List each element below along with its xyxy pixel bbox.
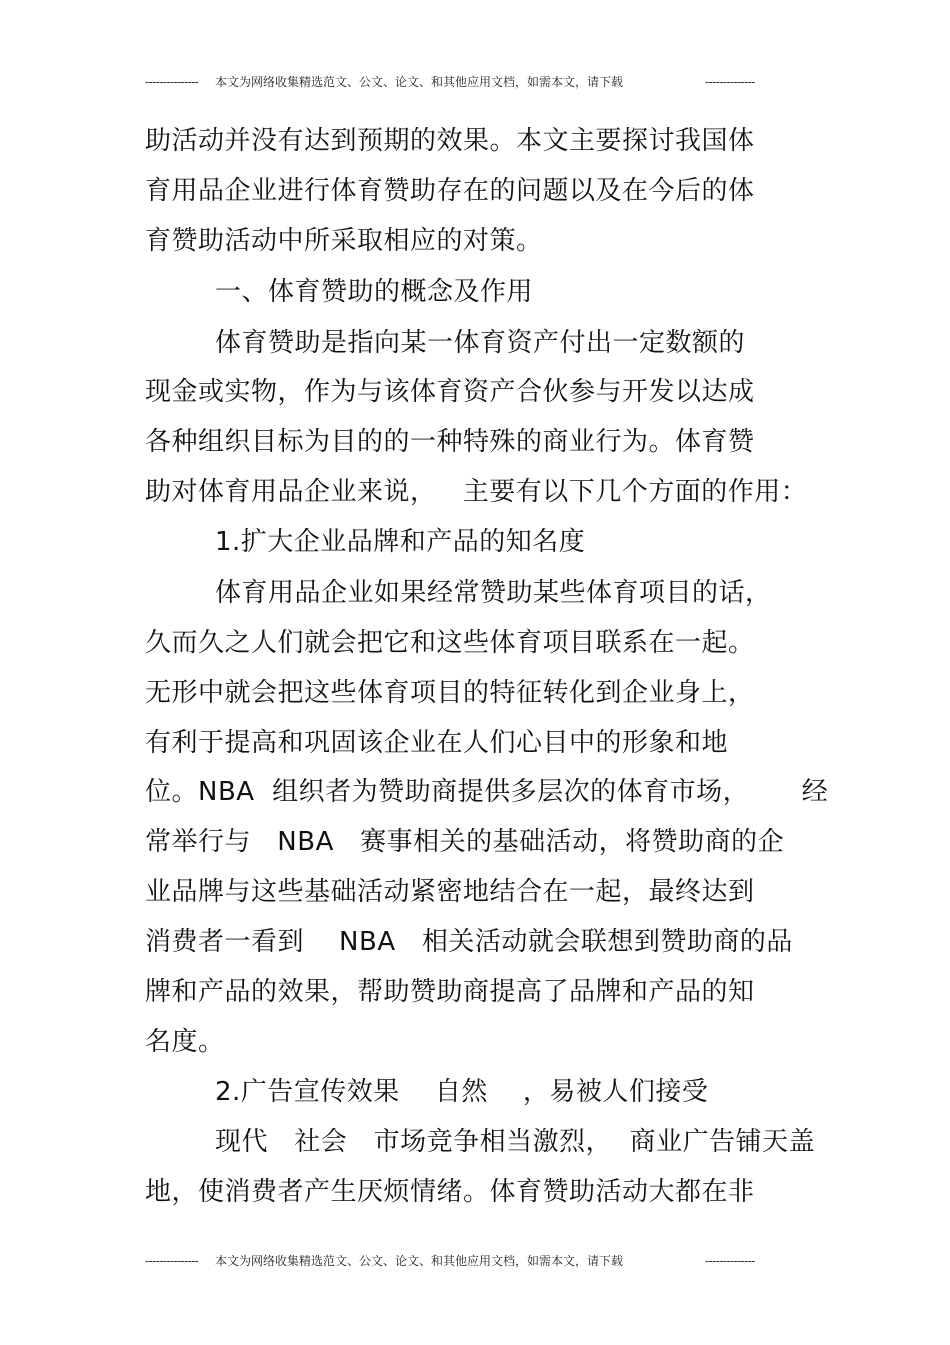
body-line-15: 常举行与 NBA 赛事相关的基础活动，将赞助商的企: [145, 827, 785, 857]
body-line-5: 体育赞助是指向某一体育资产付出一定数额的: [215, 328, 746, 358]
body-line-11: 久而久之人们就会把它和这些体育项目联系在一起。: [145, 628, 755, 658]
footer-dashes-right: --------------: [705, 1254, 755, 1268]
body-line-18: 牌和产品的效果，帮助赞助商提高了品牌和产品的知: [145, 977, 755, 1007]
header-dashes-right: --------------: [705, 75, 755, 89]
footer-text: 本文为网络收集精选范文、公文、论文、和其他应用文档，如需本文，请下载: [215, 1254, 624, 1268]
subheading-1: 1.扩大企业品牌和产品的知名度: [215, 527, 586, 557]
body-line-19: 名度。: [145, 1027, 225, 1057]
body-line-22: 地，使消费者产生厌烦情绪。体育赞助活动大都在非: [145, 1177, 755, 1207]
body-line-13: 有利于提高和巩固该企业在人们心目中的形象和地: [145, 728, 729, 758]
page-header: [0, 72, 950, 92]
body-line-10: 体育用品企业如果经常赞助某些体育项目的话，: [215, 578, 772, 608]
body-line-16: 业品牌与这些基础活动紧密地结合在一起，最终达到: [145, 877, 755, 907]
body-line-2: 育用品企业进行体育赞助存在的问题以及在今后的体: [145, 176, 755, 206]
section-heading-1: 一、体育赞助的概念及作用: [215, 277, 534, 307]
subheading-2: 2.广告宣传效果 自然 ，易被人们接受: [215, 1077, 709, 1107]
body-line-1: 助活动并没有达到预期的效果。本文主要探讨我国体: [145, 126, 755, 156]
page-footer: [0, 1251, 950, 1271]
body-line-6: 现金或实物，作为与该体育资产合伙参与开发以达成: [145, 377, 755, 407]
header-dashes-left: ---------------: [145, 75, 199, 89]
header-text: 本文为网络收集精选范文、公文、论文、和其他应用文档，如需本文，请下载: [215, 75, 624, 89]
body-line-3: 育赞助活动中所采取相应的对策。: [145, 226, 543, 256]
body-line-17: 消费者一看到 NBA 相关活动就会联想到赞助商的品: [145, 927, 793, 957]
body-line-14: 位。NBA 组织者为赞助商提供多层次的体育市场， 经: [145, 777, 829, 807]
footer-dashes-left: ---------------: [145, 1254, 199, 1268]
body-line-8: 助对体育用品企业来说， 主要有以下几个方面的作用：: [145, 477, 808, 507]
body-line-12: 无形中就会把这些体育项目的特征转化到企业身上，: [145, 678, 755, 708]
body-line-21: 现代 社会 市场竞争相当激烈， 商业广告铺天盖: [215, 1127, 816, 1157]
body-line-7: 各种组织目标为目的的一种特殊的商业行为。体育赞: [145, 427, 755, 457]
